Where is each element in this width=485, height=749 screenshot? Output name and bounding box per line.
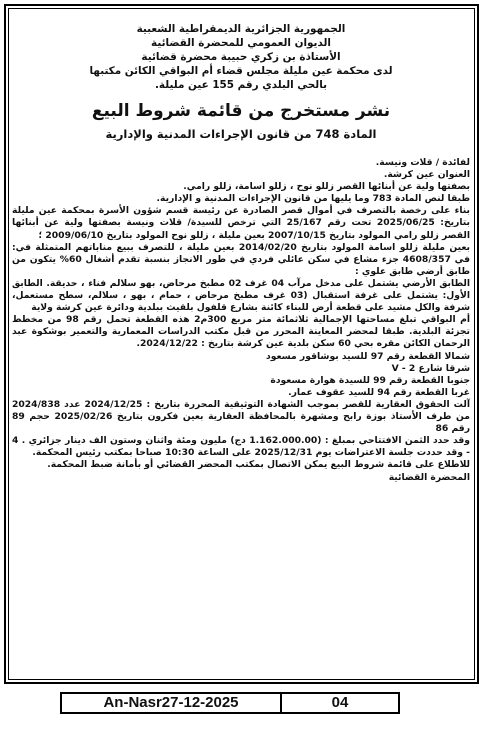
boundary-east: شرقا شارع 2 - V	[391, 362, 470, 374]
header-block	[12, 22, 470, 92]
boundary-south: جنوبا القطعة رقم 99 للسيدة هوارة مسعودة	[270, 374, 470, 386]
paragraph-ownership: آلت الحقوق العقارية للقصر بموجب الشهادة التوثيقية المحررة بتاريخ : 2024/12/25 عدد 2024/838 من طرف الأستاذ بوزة رابح ومشهرة بالمحافظة العقارية بعين فكرون بتاريخ 2025/02/26 حجم 89 رقم 86	[12, 398, 470, 435]
header-line-4: لدى محكمة عين مليلة مجلس قضاء أم البواقي الكائن مكتبها	[89, 65, 393, 77]
notice-subtitle: المادة 748 من قانون الإجراءات المدنية والإدارية	[105, 127, 377, 141]
header-line-1: الجمهورية الجزائرية الديمقراطية الشعبية	[136, 23, 346, 35]
signature: المحضرة القضائية	[388, 472, 470, 484]
paragraph-floors: الطابق الأرضي يشتمل على مدخل مرآب 04 غرف 02 مطبخ مرحاض، بهو سلالم فناء ، حديقة. الطابق الأول: يشتمل على غرفة استقبال (03 غرف مطبخ مرحاض ، حمام ، بهو ، سلالم، سطح مستعمل، شرفة والكل مشيد على قطعة أرض للبناء كائنة بشارع قلفول بلقيث ببلدية ودائرة عين كرشة ولاية	[12, 277, 470, 314]
header-line-2: الديوان العمومي للمحضرة القضائية	[151, 37, 331, 49]
paragraph-contact: للاطلاع على قائمة شروط البيع يمكن الاتصال بمكتب المحضر القضائي أو بأمانة ضبط المحكمة.	[47, 459, 470, 471]
paragraph-capacity: بصفتها ولية عن أبنائها القصر زللو نوح ، زللو اسامة، زللو رامي.	[183, 181, 470, 193]
boundary-north: شمالا القطعة رقم 97 للسيد بوشاقور مسعود	[266, 350, 470, 362]
paragraph-property: بعين مليلة زللو اسامة المولود بتاريخ 2014/02/20 بعين مليلة ، للتصرف ببيع مناباتهم المتمثلة في: في 4608/357 جزء مشاع في سكن عائلي فردي في طور الانجاز بنسبة تقدم أشغال 60% يتكون من طابق أرضي طابق علوي :	[12, 241, 470, 277]
header-line-5: بالحي البلدي رقم 155 عين مليلة.	[154, 79, 327, 91]
boundary-west: غربا القطعة رقم 94 للسيد عقوف عمار.	[288, 386, 470, 398]
paragraph-authorization: بناء على رخصة بالتصرف في أموال قصر الصادرة عن رئيسة قسم شؤون الأسرة بمحكمة عين مليلة بتاريخ: 2025/06/25 تحت رقم 25/167 التي ترخص للسيدة/ قلات ونيسة بصفتها ولية عن أبنائها القصر زللو رامي المولود بتاريخ 2007/10/15 بعين مليلة ، زللو نوح المولود بتاريخ 2009/06/10 ؛	[12, 205, 470, 241]
page-number: 04	[331, 694, 349, 711]
paragraph-legal-basis: طبقا لنص المادة 783 وما يليها من قانون الإجراءات المدنية و الإدارية.	[156, 193, 470, 205]
newspaper-date: An-Nasr27-12-2025	[62, 694, 282, 712]
notice-text	[12, 157, 470, 485]
paragraph-address: العنوان عين كرشة.	[383, 169, 470, 181]
paragraph-beneficiary: لفائدة / قلات ونيسة.	[375, 157, 470, 168]
paragraph-price: وقد حدد الثمن الافتتاحي بمبلغ : (1.162.000.00 دج) مليون ومئة واثنان وستون الف دينار جزائري . 4 - وقد حددت جلسة الاعتراضات يوم 2025/12/31 على الساعة 10:30 صباحا بمكتب رئيس المحكمة.	[12, 435, 470, 459]
footer-box	[60, 692, 400, 714]
notice-title: نشر مستخرج من قائمة شروط البيع	[91, 101, 391, 121]
document-body	[12, 22, 470, 485]
paragraph-area: أم البواقي تبلغ مساحتها الإجمالية ثلاثمائة متر مربع 300م2 هذه القطعة تحمل رقم 98 من مخطط تجزئة البلدية. طبقا لمحضر المعاينة المحرر من قبل مكتب الدراسات المعمارية والتعمير بوشكوة عبد الرحمان الكائن مقره بحي 60 سكن بلدية عين كرشة بتاريخ : 2024/12/22.	[12, 314, 470, 350]
header-line-3: الأستاذة بن زكري حبيبة محضرة قضائية	[141, 51, 341, 63]
